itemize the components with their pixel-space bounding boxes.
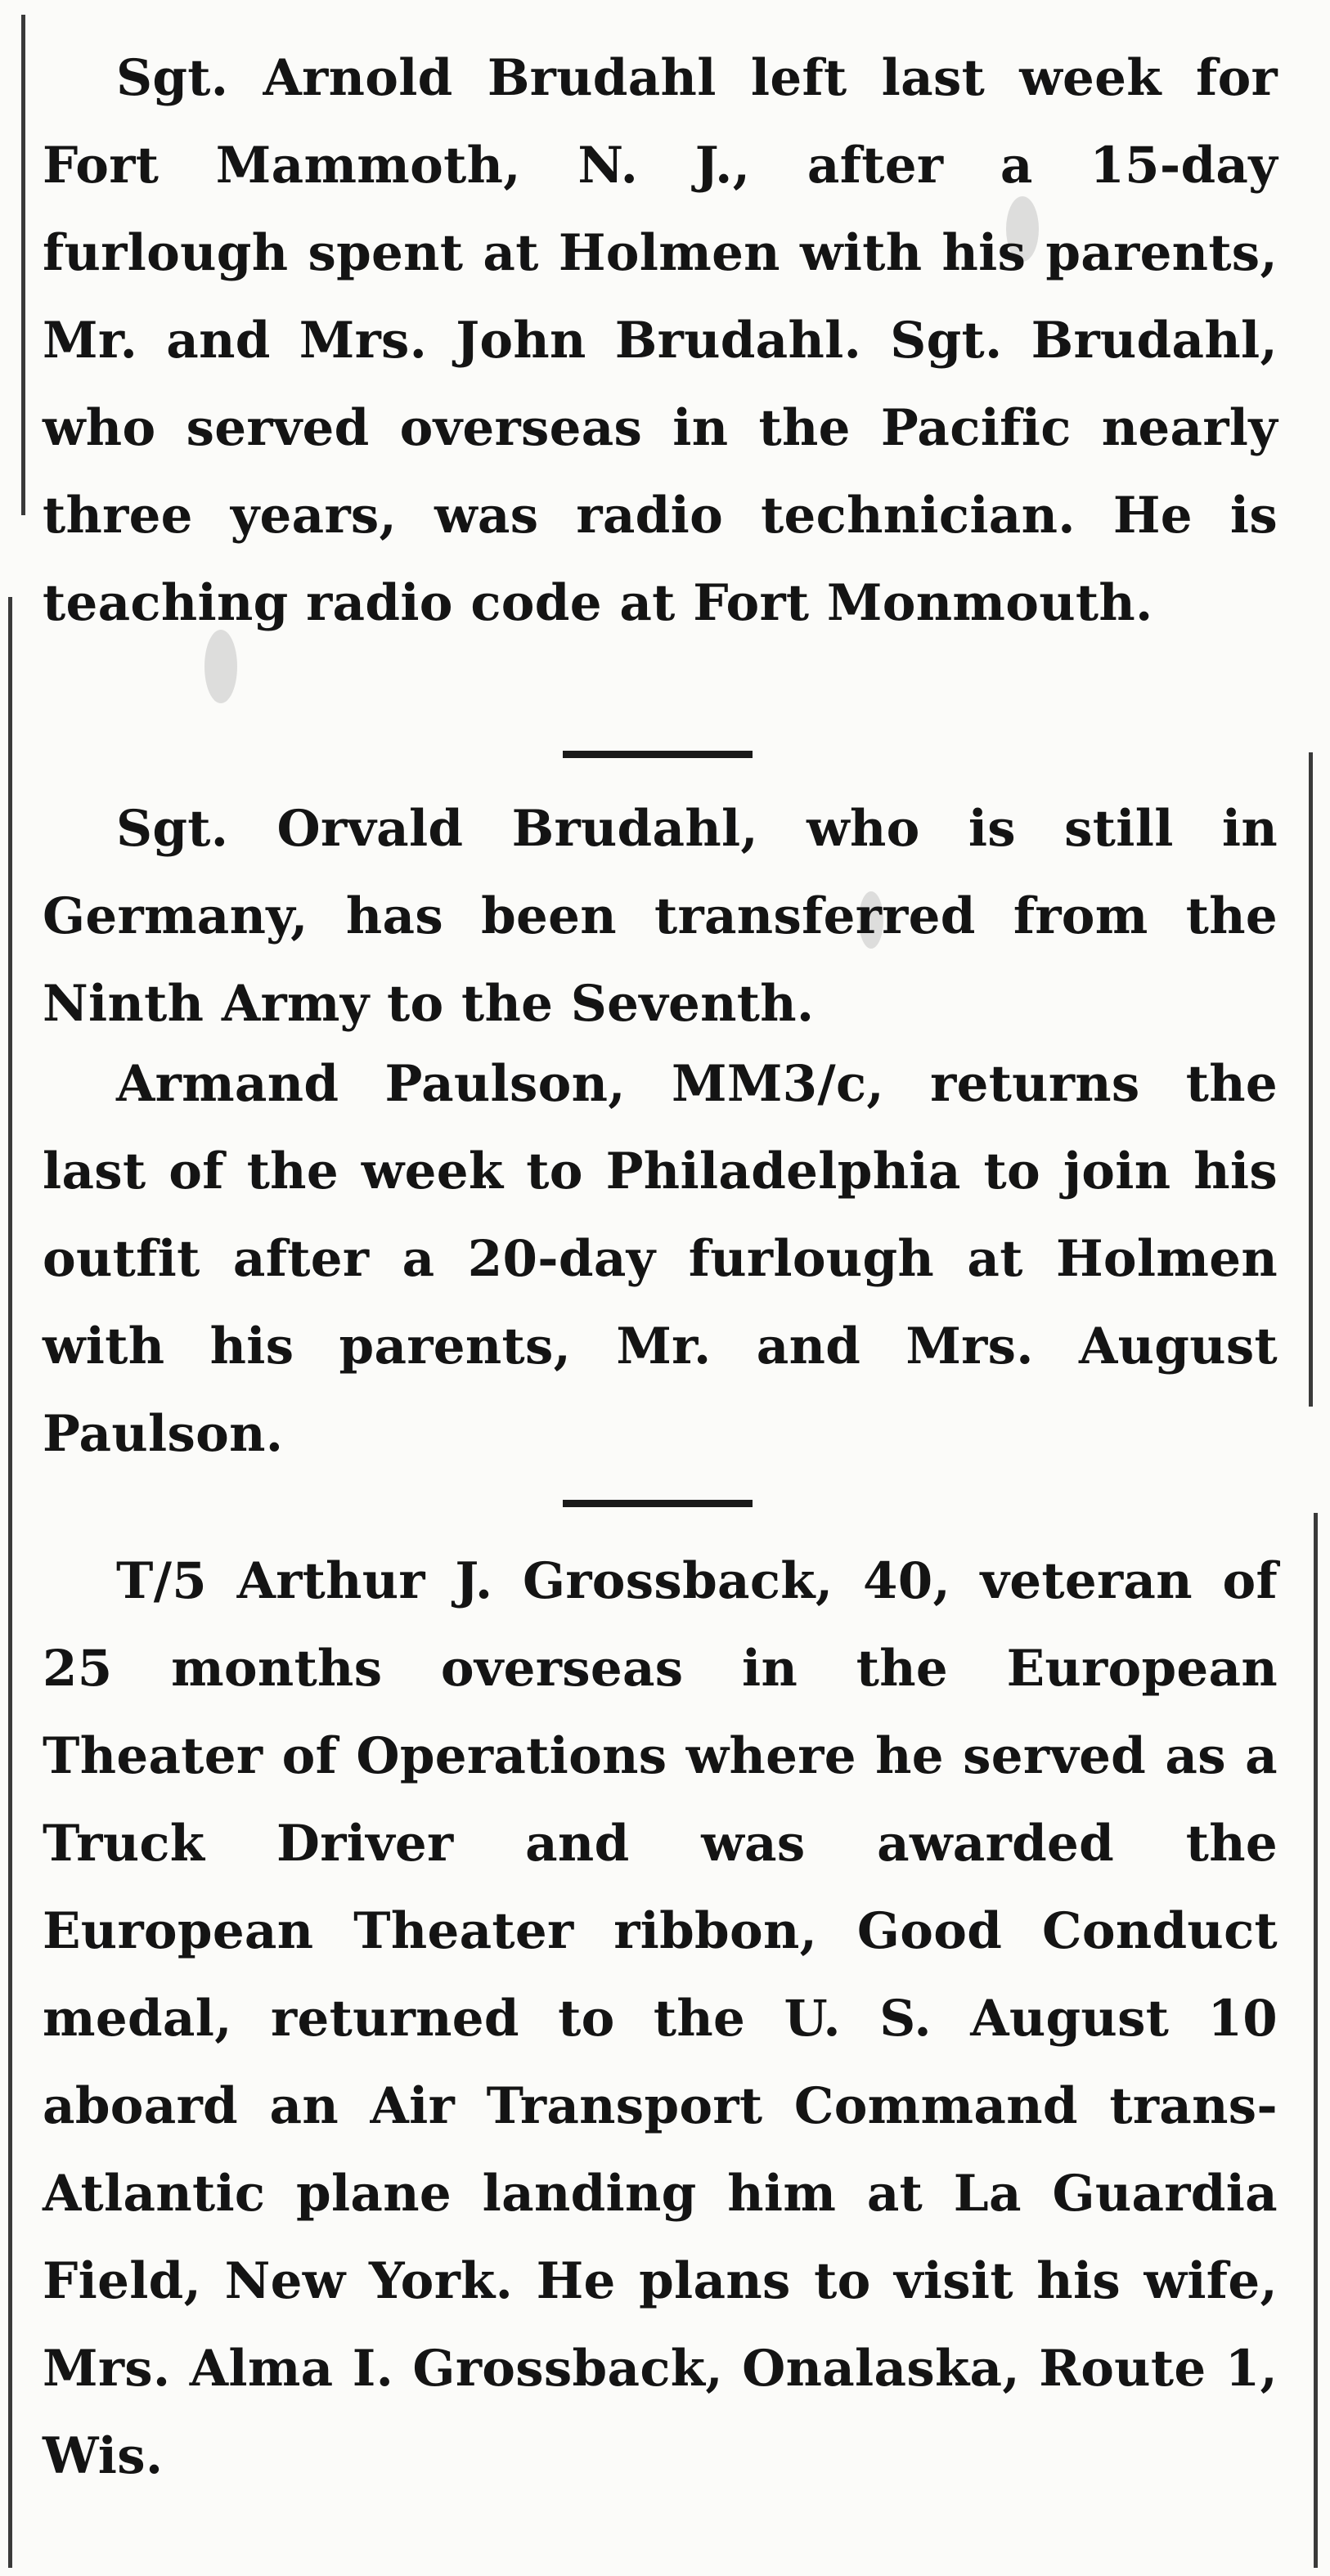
article-text: Sgt. Arnold Brudahl left last week for Fort Mammoth, N. J., after a 15-day furlough spent at Holmen with his parents, Mr. and Mrs. John Brudahl. Sgt. Brudahl, who served overseas in the Pacific nearly three years, was radio technician. He is teaching radio code at Fort Monmouth. <box>43 49 1278 632</box>
article-text: Sgt. Orvald Brudahl, who is still in Germany, has been transferred from the Ninth Army to the Seventh. <box>43 800 1278 1033</box>
article-separator <box>563 1500 753 1507</box>
article-text: Armand Paulson, MM3/c, returns the last of the week to Philadelphia to join his outfit after a 20-day furlough at Holmen with his parents, Mr. and Mrs. August Paulson. <box>43 1055 1278 1463</box>
column-rule-left-top <box>21 15 25 515</box>
article-arthur-grossback <box>43 1537 1278 2500</box>
column-rule-right-mid <box>1309 752 1313 1407</box>
article-armand-paulson <box>43 1040 1278 1478</box>
article-arnold-brudahl <box>43 34 1278 647</box>
article-orvald-brudahl <box>43 785 1278 1048</box>
column-rule-right-bottom <box>1314 1513 1318 2568</box>
article-separator <box>563 751 753 758</box>
column-rule-left-bottom <box>8 597 12 2568</box>
article-text: T/5 Arthur J. Grossback, 40, veteran of 25 months overseas in the European Theater of Operations where he served as a Truck Driver and was awarded the European Theater ribbon, Good Conduct medal, returned to the U. S. August 10 aboard an Air Transport Command trans-Atlantic plane landing him at La Guardia Field, New York. He plans to visit his wife, Mrs. Alma I. Grossback, Onalaska, Route 1, Wis. <box>43 1552 1278 2485</box>
